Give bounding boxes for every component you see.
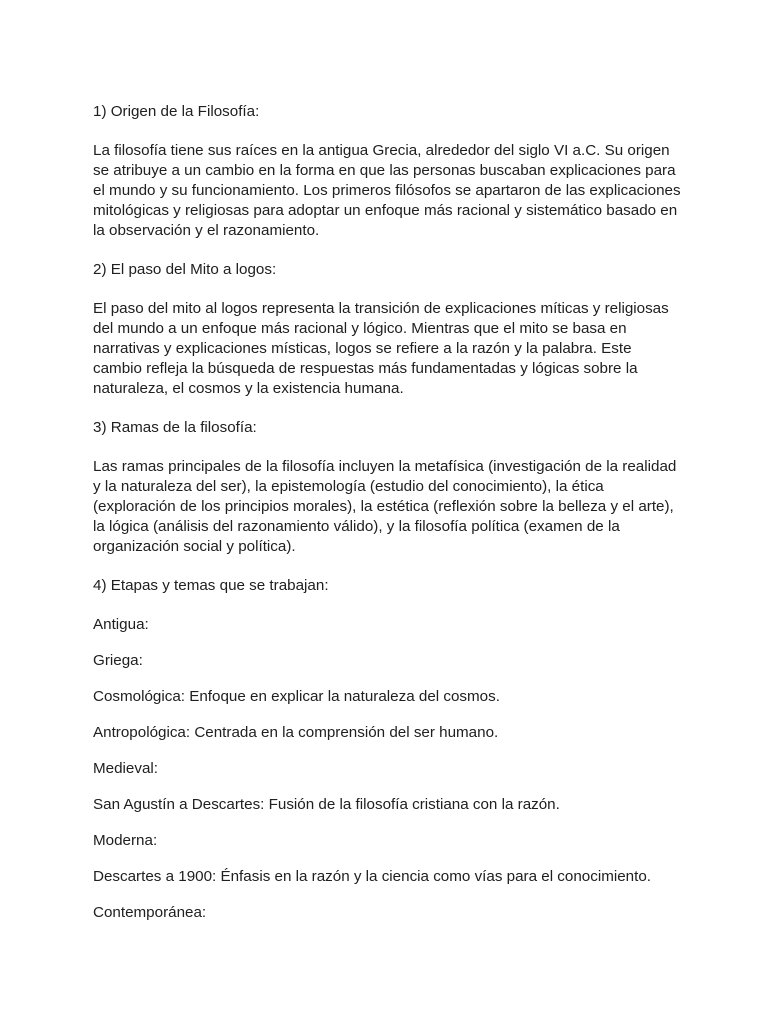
- section-paragraph-mito-logos: [93, 299, 683, 399]
- stage-item: Griega:: [93, 652, 143, 669]
- section-heading: 1) Origen de la Filosofía:: [93, 103, 260, 120]
- section-paragraph: La filosofía tiene sus raíces en la antigua Grecia, alrededor del siglo VI a.C. Su origen se atribuye a un cambio en la forma en que las personas buscaban explicaciones para el mundo y su funcionamiento. Los primeros filósofos se apartaron de las explicaciones mitológicas y religiosas para adoptar un enfoque más racional y sistemático basado en la observación y el razonamiento.: [93, 142, 681, 239]
- section-heading-mito-logos: [93, 260, 683, 280]
- stage-item: Cosmológica: Enfoque en explicar la naturaleza del cosmos.: [93, 688, 500, 705]
- stage-item: Antigua:: [93, 616, 149, 633]
- section-heading: 4) Etapas y temas que se trabajan:: [93, 577, 329, 594]
- stage-item: Descartes a 1900: Énfasis en la razón y la ciencia como vías para el conocimiento.: [93, 868, 652, 885]
- section-heading: 2) El paso del Mito a logos:: [93, 261, 277, 278]
- stage-item: Medieval:: [93, 760, 158, 777]
- stage-item: Antropológica: Centrada en la comprensión del ser humano.: [93, 724, 499, 741]
- section-paragraph-origen: [93, 141, 683, 241]
- section-paragraph-ramas: [93, 457, 683, 557]
- section-paragraph: Las ramas principales de la filosofía incluyen la metafísica (investigación de la realidad y la naturaleza del ser), la epistemología (estudio del conocimiento), la ética (exploración de los principios morales), la estética (reflexión sobre la belleza y el arte), la lógica (análisis del razonamiento válido), y la filosofía política (examen de la organización social y política).: [93, 458, 677, 555]
- section-heading-etapas: [93, 576, 683, 596]
- stage-item: Contemporánea:: [93, 904, 207, 921]
- section-heading: 3) Ramas de la filosofía:: [93, 419, 257, 436]
- stage-item: Moderna:: [93, 832, 158, 849]
- section-paragraph: El paso del mito al logos representa la transición de explicaciones míticas y religiosas del mundo a un enfoque más racional y lógico. Mientras que el mito se basa en narrativas y explicaciones místicas, logos se refiere a la razón y la palabra. Este cambio refleja la búsqueda de respuestas más fundamentadas y lógicas sobre la naturaleza, el cosmos y la existencia humana.: [93, 300, 669, 397]
- section-heading-origen: [93, 102, 683, 122]
- section-heading-ramas: [93, 418, 683, 438]
- stage-item: San Agustín a Descartes: Fusión de la filosofía cristiana con la razón.: [93, 796, 560, 813]
- document-page: [93, 102, 683, 939]
